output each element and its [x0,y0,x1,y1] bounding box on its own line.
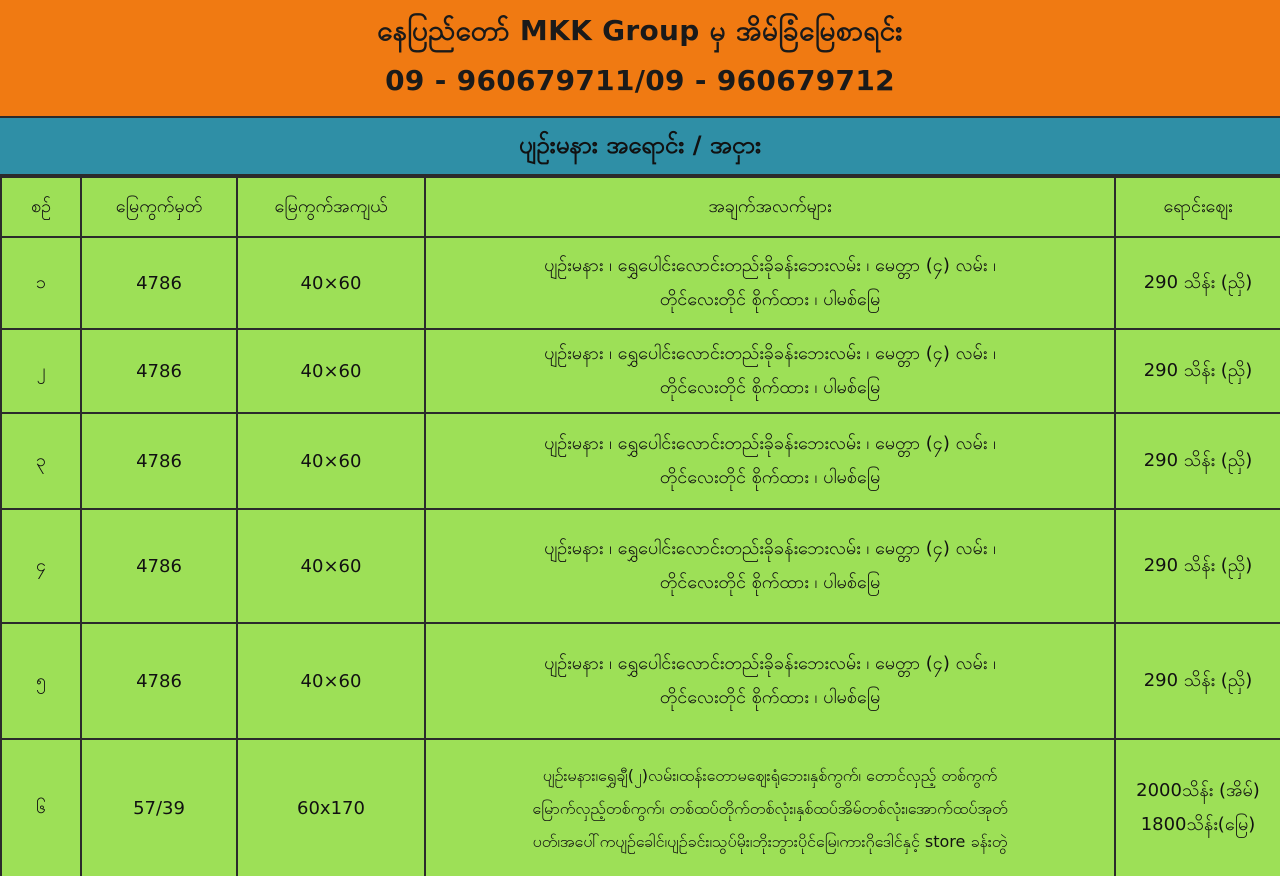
plot-details [425,623,1115,739]
details-line: ပျဉ်းမနား၊ရွှေချီ(၂)လမ်း၊ထန်းတောမဈေးရုံဘေး၊နှစ်ကွက်၊ တောင်လှည့် တစ်ကွက် [542,765,998,785]
plot-number: 4786 [81,623,237,739]
plot-number: 4786 [81,509,237,623]
plot-details [425,739,1115,876]
price-line: 290 သိန်း (ညှိ) [1143,450,1253,471]
plot-size: 40×60 [237,623,425,739]
column-header-details: အချက်အလက်များ [425,177,1115,237]
row-number: ၃ [1,413,81,509]
sale-price [1115,329,1280,413]
column-header-size: မြေကွက်အကျယ် [237,177,425,237]
plot-number: 57/39 [81,739,237,876]
price-line: 290 သိန်း (ညှိ) [1143,272,1253,293]
page-title: နေပြည်တော် MKK Group မှ အိမ်ခြံမြေစာရင်း [377,14,903,47]
details-line: တိုင်လေးတိုင် စိုက်ထား ၊ ပါမစ်မြေ [659,467,881,488]
sale-price [1115,623,1280,739]
column-header-price: ရောင်းဈေး [1115,177,1280,237]
plot-details [425,237,1115,329]
plot-size: 60x170 [237,739,425,876]
column-header-plot-no: မြေကွက်မှတ် [81,177,237,237]
plot-details [425,329,1115,413]
title-banner [0,0,1280,118]
sale-price [1115,739,1280,876]
table-row [1,237,1280,329]
details-line: ပျဉ်းမနား ၊ ရွှေပေါင်းလောင်းတည်းခိုခန်းဘေးလမ်း ၊ မေတ္တာ (၄) လမ်း ၊ [544,343,996,364]
plot-size: 40×60 [237,413,425,509]
plot-size: 40×60 [237,509,425,623]
plot-details [425,509,1115,623]
row-number: ၅ [1,623,81,739]
details-line: တိုင်လေးတိုင် စိုက်ထား ၊ ပါမစ်မြေ [659,289,881,310]
price-line: 1800သိန်း(မြေ) [1140,814,1256,835]
details-line: မြောက်လှည့်တစ်ကွက်၊ တစ်ထပ်တိုက်တစ်လုံး၊နှစ်ထပ်အိမ်တစ်လုံး၊အောက်ထပ်အုတ် [532,798,1008,818]
details-line: ပျဉ်းမနား ၊ ရွှေပေါင်းလောင်းတည်းခိုခန်းဘေးလမ်း ၊ မေတ္တာ (၄) လမ်း ၊ [544,433,996,454]
table-row [1,329,1280,413]
table-row [1,509,1280,623]
section-heading: ပျဉ်းမနား အရောင်း / အငှား [0,118,1280,176]
plot-size: 40×60 [237,329,425,413]
price-line: 290 သိန်း (ညှိ) [1143,360,1253,381]
details-line: ပတ်၊အပေါ်ကပျဉ်ခေါင်၊ပျဉ်ခင်း၊သွပ်မိုး၊ဘိုးဘွားပိုင်မြေ၊ကားဂိုဒေါင်နှင့် store ခန်းတွဲ [532,831,1008,851]
plot-number: 4786 [81,237,237,329]
price-line: 290 သိန်း (ညှိ) [1143,555,1253,576]
property-table [0,176,1280,876]
details-line: တိုင်လေးတိုင် စိုက်ထား ၊ ပါမစ်မြေ [659,377,881,398]
sale-price [1115,237,1280,329]
row-number: ၁ [1,237,81,329]
details-line: ပျဉ်းမနား ၊ ရွှေပေါင်းလောင်းတည်းခိုခန်းဘေးလမ်း ၊ မေတ္တာ (၄) လမ်း ၊ [544,653,996,674]
plot-details [425,413,1115,509]
table-row [1,413,1280,509]
plot-number: 4786 [81,413,237,509]
column-header-no: စဉ် [1,177,81,237]
contact-phone: 09 - 960679711/09 - 960679712 [385,64,895,97]
sale-price [1115,509,1280,623]
table-row [1,739,1280,876]
row-number: ၄ [1,509,81,623]
row-number: ၆ [1,739,81,876]
price-line: 2000သိန်း (အိမ်) [1136,780,1260,801]
table-header-row [1,177,1280,237]
row-number: ၂ [1,329,81,413]
plot-size: 40×60 [237,237,425,329]
sale-price [1115,413,1280,509]
details-line: ပျဉ်းမနား ၊ ရွှေပေါင်းလောင်းတည်းခိုခန်းဘေးလမ်း ၊ မေတ္တာ (၄) လမ်း ၊ [544,538,996,559]
details-line: တိုင်လေးတိုင် စိုက်ထား ၊ ပါမစ်မြေ [659,687,881,708]
details-line: တိုင်လေးတိုင် စိုက်ထား ၊ ပါမစ်မြေ [659,572,881,593]
table-row [1,623,1280,739]
plot-number: 4786 [81,329,237,413]
price-line: 290 သိန်း (ညှိ) [1143,670,1253,691]
details-line: ပျဉ်းမနား ၊ ရွှေပေါင်းလောင်းတည်းခိုခန်းဘေးလမ်း ၊ မေတ္တာ (၄) လမ်း ၊ [544,255,996,276]
